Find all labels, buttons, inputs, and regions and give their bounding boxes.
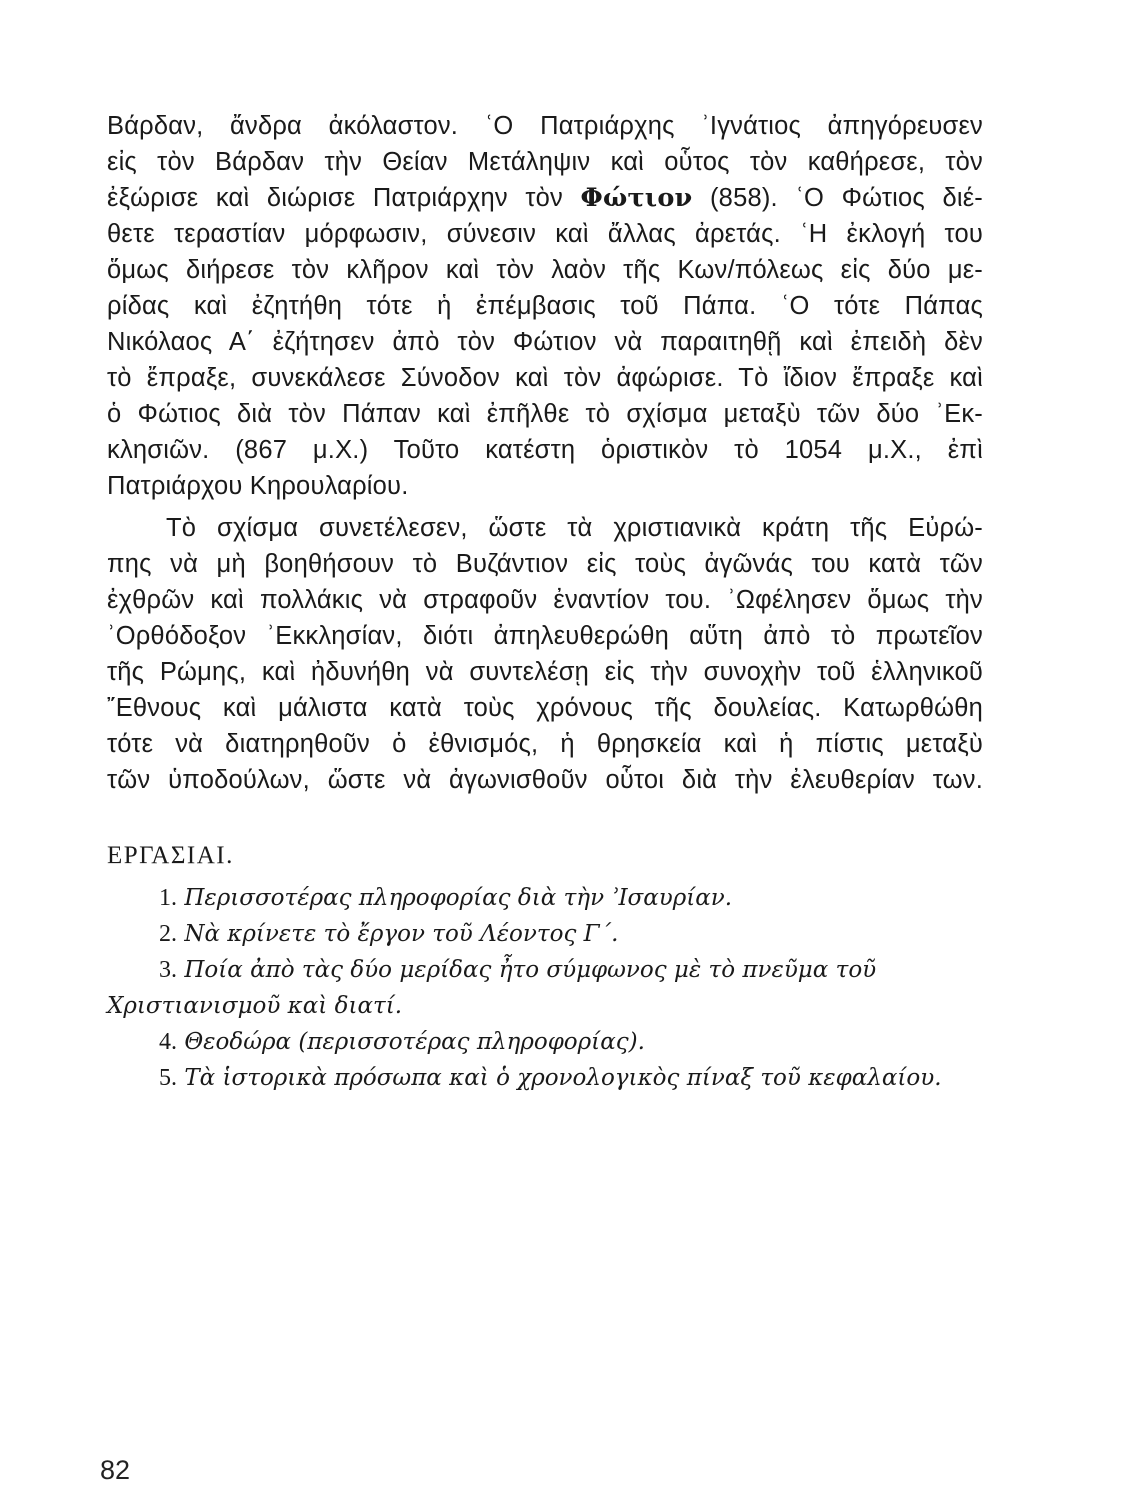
paragraph-photius-schism bbox=[107, 108, 983, 504]
paragraph-schism-consequences bbox=[107, 510, 983, 798]
text-line: ῎Εθνους καὶ μάλιστα κατὰ τοὺς χρόνους τῆς δουλείας. Κατωρθώθη bbox=[107, 694, 983, 722]
text-line: ρίδας καὶ ἐζητήθη τότε ἡ ἐπέμβασις τοῦ Πάπα. ʿΟ τότε Πάπας bbox=[107, 292, 983, 320]
text-line: ὅμως διήρεσε τὸν κλῆρον καὶ τὸν λαὸν τῆς Κων/πόλεως εἰς δύο με- bbox=[107, 256, 983, 284]
text-segment: (858). ʿΟ Φώτιος διέ- bbox=[692, 184, 983, 212]
text-line: Νικόλαος Α΄ ἐζήτησεν ἀπὸ τὸν Φώτιον νὰ παραιτηθῇ καὶ ἐπειδὴ δὲν bbox=[107, 328, 983, 356]
item-number: 5. bbox=[159, 1065, 177, 1091]
text-line: πης νὰ μὴ βοηθήσουν τὸ Βυζάντιον εἰς τοὺς ἀγῶνάς του κατὰ τῶν bbox=[107, 550, 983, 578]
item-number: 2. bbox=[159, 921, 177, 947]
exercises-list bbox=[107, 880, 983, 1096]
list-item bbox=[107, 1024, 983, 1060]
item-text: Περισσοτέρας πληροφορίας διὰ τὴν ʾΙσαυρίαν. bbox=[184, 885, 733, 911]
text-line: τὸ ἔπραξε, συνεκάλεσε Σύνοδον καὶ τὸν ἀφώρισε. Τὸ ἴδιον ἔπραξε καὶ bbox=[107, 364, 983, 392]
text-line bbox=[107, 180, 983, 216]
text-line: τῶν ὑποδούλων, ὥστε νὰ ἀγωνισθοῦν οὗτοι διὰ τὴν ἐλευθερίαν των. bbox=[107, 766, 983, 794]
item-text: Νὰ κρίνετε τὸ ἔργον τοῦ Λέοντος Γ΄. bbox=[184, 921, 619, 947]
text-line: ἐχθρῶν καὶ πολλάκις νὰ στραφοῦν ἐναντίον του. ʾΩφέλησεν ὅμως τὴν bbox=[107, 586, 983, 614]
item-number: 4. bbox=[159, 1029, 177, 1055]
text-line: κλησιῶν. (867 μ.Χ.) Τοῦτο κατέστη ὁριστικὸν τὸ 1054 μ.Χ., ἐπὶ bbox=[107, 436, 983, 464]
item-number: 3. bbox=[159, 957, 177, 983]
text-line: Πατριάρχου Κηρουλαρίου. bbox=[107, 472, 409, 500]
text-line: ʾΟρθόδοξον ʾΕκκλησίαν, διότι ἀπηλευθερώθη αὕτη ἀπὸ τὸ πρωτεῖον bbox=[107, 622, 983, 650]
text-line: θετε τεραστίαν μόρφωσιν, σύνεσιν καὶ ἄλλας ἀρετάς. ʿΗ ἐκλογή του bbox=[107, 220, 983, 248]
text-segment: ἐξώρισε καὶ διώρισε Πατριάρχην τὸν bbox=[107, 184, 581, 212]
text-line: ὁ Φώτιος διὰ τὸν Πάπαν καὶ ἐπῆλθε τὸ σχίσμα μεταξὺ τῶν δύο ʾΕκ- bbox=[107, 400, 983, 428]
page-number: 82 bbox=[100, 1455, 131, 1485]
text-line: εἰς τὸν Βάρδαν τὴν Θείαν Μετάληψιν καὶ οὗτος τὸν καθήρεσε, τὸν bbox=[107, 148, 983, 176]
item-number: 1. bbox=[159, 885, 177, 911]
list-item bbox=[107, 952, 983, 988]
item-text: Χριστιανισμοῦ καὶ διατί. bbox=[107, 993, 403, 1019]
list-item bbox=[107, 1060, 983, 1096]
list-item-continuation bbox=[107, 988, 983, 1024]
text-line: Βάρδαν, ἄνδρα ἀκόλαστον. ʿΟ Πατριάρχης ʾΙγνάτιος ἀπηγόρευσεν bbox=[107, 112, 983, 140]
item-text: Θεοδώρα (περισσοτέρας πληροφορίας). bbox=[184, 1029, 645, 1055]
list-item bbox=[107, 880, 983, 916]
text-line: Τὸ σχίσμα συνετέλεσεν, ὥστε τὰ χριστιανικὰ κράτη τῆς Εὐρώ- bbox=[166, 514, 983, 542]
list-item bbox=[107, 916, 983, 952]
item-text: Τὰ ἱστορικὰ πρόσωπα καὶ ὁ χρονολογικὸς πίναξ τοῦ κεφαλαίου. bbox=[184, 1065, 942, 1091]
exercises-heading: ΕΡΓΑΣΙΑΙ. bbox=[107, 842, 234, 869]
bold-name-photius: Φώτιον bbox=[580, 183, 693, 213]
text-line: τῆς Ρώμης, καὶ ἠδυνήθη νὰ συντελέσῃ εἰς τὴν συνοχὴν τοῦ ἑλληνικοῦ bbox=[107, 658, 983, 686]
text-line: τότε νὰ διατηρηθοῦν ὁ ἐθνισμός, ἡ θρησκεία καὶ ἡ πίστις μεταξὺ bbox=[107, 730, 983, 758]
item-text: Ποία ἀπὸ τὰς δύο μερίδας ἦτο σύμφωνος μὲ τὸ πνεῦμα τοῦ bbox=[184, 957, 877, 983]
